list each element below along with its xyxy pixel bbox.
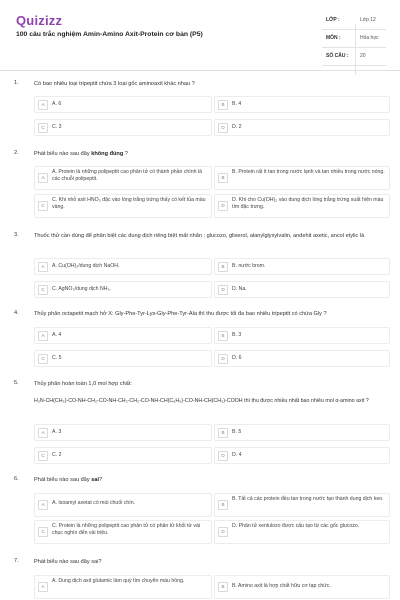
option-text: A. Isoamyl axetat có mùi chuối chín. <box>52 500 136 506</box>
option-b[interactable] <box>214 96 390 113</box>
chemical-formula: H₂N-CH(CH₃)-CO-NH-CH₂-CO-NH-CH₂-CH₂-CO-NH-CH(C₆H₅)-CO-NH-CH(CH₃)-COOH thì thu được nhiều nhất bao nhiêu mol α-amino axit ? <box>34 398 369 404</box>
option-text: D. Phân tử xenlulozo được cấu tạo từ các gốc glucozo. <box>232 523 360 529</box>
option-d[interactable] <box>214 520 390 544</box>
option-letter: B <box>218 500 228 510</box>
option-d[interactable] <box>214 119 390 136</box>
option-text: B. 3 <box>232 332 242 338</box>
option-text: B. Amino axit là hợp chất hữu cơ tạp chức. <box>232 583 331 589</box>
option-c[interactable] <box>34 119 212 136</box>
option-letter: D <box>218 123 228 133</box>
option-b[interactable] <box>214 575 390 599</box>
option-text: A. Cu(OH)₂/dung dịch NaOH. <box>52 263 120 269</box>
option-letter: B <box>218 173 228 183</box>
question-emphasis: không đúng <box>91 151 124 157</box>
question-number: 2. <box>14 150 19 156</box>
option-b[interactable] <box>214 327 390 344</box>
worksheet-header <box>0 0 400 70</box>
question-text: Có bao nhiêu loại tripeptit chứa 3 loại gốc aminoaxit khác nhau ? <box>34 81 195 87</box>
option-a[interactable] <box>34 327 212 344</box>
question-number: 4. <box>14 310 19 316</box>
option-text: D. 2 <box>232 124 242 130</box>
option-text: A. Protein là những polipeptit cao phân tử có thành phần chính là các chuỗi polipeptit. <box>52 169 202 182</box>
option-c[interactable] <box>34 194 212 218</box>
meta-value: 20 <box>360 53 366 59</box>
meta-divider <box>355 24 356 75</box>
option-letter: D <box>218 354 228 364</box>
option-text: D. 6 <box>232 355 242 361</box>
option-letter: A <box>38 428 48 438</box>
option-c[interactable] <box>34 281 212 298</box>
option-d[interactable] <box>214 281 390 298</box>
option-text: A. 3 <box>52 429 62 435</box>
option-text: C. 2 <box>52 452 62 458</box>
option-c[interactable] <box>34 447 212 464</box>
option-letter: C <box>38 201 48 211</box>
meta-label: LỚP : <box>326 17 340 23</box>
option-b[interactable] <box>214 166 390 190</box>
question-text: Thủy phân octapetit mạch hở X: Gly-Phe-Tyr-Lys-Gly-Phe-Tyr-Ala thì thu được tối đa bao nhiêu tripeptit có chứa Gly ? <box>34 311 327 317</box>
option-letter: A <box>38 173 48 183</box>
option-d[interactable] <box>214 447 390 464</box>
question-text-before: Phát biểu nào sau đây <box>34 477 92 483</box>
option-letter: C <box>38 354 48 364</box>
option-a[interactable] <box>34 166 212 190</box>
option-text: B. nước brom. <box>232 263 266 269</box>
option-letter: D <box>218 451 228 461</box>
option-a[interactable] <box>34 258 212 275</box>
question-text: Thủy phân hoàn toàn 1,0 mol hợp chất: <box>34 381 132 387</box>
option-text: B. Tất cả các protein đều tan trong nước tạo thành dung dịch keo. <box>232 496 384 502</box>
option-text: A. Dung dịch axit glutamic làm quỳ tím chuyển màu hồng. <box>52 578 185 584</box>
option-text: D. Khi cho Cu(OH)₂ vào dung dịch lòng trắng trứng xuất hiện màu tím đặc trưng. <box>232 197 384 210</box>
option-text: A. 4 <box>52 332 62 338</box>
option-letter: B <box>218 100 228 110</box>
option-letter: A <box>38 100 48 110</box>
option-letter: A <box>38 582 48 592</box>
worksheet-title: 100 câu trắc nghiệm Amin-Amino Axit-Protein cơ bản (P5) <box>16 31 203 38</box>
option-a[interactable] <box>34 96 212 113</box>
question-text-after: ? <box>123 151 128 157</box>
meta-row-subject <box>322 30 386 48</box>
meta-label: SỐ CÂU : <box>326 53 349 59</box>
option-b[interactable] <box>214 424 390 441</box>
question-text <box>34 150 386 158</box>
question-text <box>34 476 386 484</box>
option-letter: B <box>218 262 228 272</box>
option-b[interactable] <box>214 493 390 517</box>
option-letter: A <box>38 262 48 272</box>
question-text-before: Phát biểu nào sau đây <box>34 151 92 157</box>
meta-value: Lớp 12 <box>360 17 376 23</box>
option-letter: C <box>38 123 48 133</box>
option-text: D. Na. <box>232 286 247 292</box>
option-text: B. 4 <box>232 101 242 107</box>
option-a[interactable] <box>34 424 212 441</box>
option-a[interactable] <box>34 493 212 517</box>
meta-row-count <box>322 48 386 66</box>
option-letter: B <box>218 428 228 438</box>
question-text: Thuốc thử cần dùng để phân biệt các dung dịch riêng biệt mất nhãn : glucozo, glixerol, alanylglyxylvalin, andehit axetic, ancol etylic là <box>34 233 365 239</box>
option-letter: D <box>218 285 228 295</box>
question-number: 3. <box>14 232 19 238</box>
option-letter: D <box>218 527 228 537</box>
option-b[interactable] <box>214 258 390 275</box>
option-d[interactable] <box>214 194 390 218</box>
option-letter: C <box>38 285 48 295</box>
quizizz-logo: Quizizz <box>16 13 63 28</box>
question-number: 5. <box>14 380 19 386</box>
question-emphasis: sai <box>91 477 100 483</box>
question-number: 7. <box>14 558 19 564</box>
option-a[interactable] <box>34 575 212 599</box>
option-letter: C <box>38 451 48 461</box>
option-letter: C <box>38 527 48 537</box>
option-text: B. 5 <box>232 429 242 435</box>
option-letter: D <box>218 201 228 211</box>
option-letter: A <box>38 500 48 510</box>
option-d[interactable] <box>214 350 390 367</box>
option-text: A. 6 <box>52 101 62 107</box>
option-text: C. 3 <box>52 124 62 130</box>
question-number: 6. <box>14 476 19 482</box>
option-text: C. Khi nhỏ axit HNO₃ đặc vào lòng trắng trứng thấy có kết tủa màu vàng. <box>52 197 206 210</box>
option-letter: B <box>218 582 228 592</box>
option-text: C. 5 <box>52 355 62 361</box>
question-text: Phát biểu nào sau đây sai? <box>34 559 102 565</box>
meta-value: Hóa học <box>360 35 379 41</box>
option-text: C. AgNO₃/dung dịch NH₃. <box>52 286 112 292</box>
meta-label: MÔN : <box>326 35 341 41</box>
option-text: D. 4 <box>232 452 242 458</box>
option-letter: B <box>218 331 228 341</box>
option-text: C. Protein là những polipeptit cao phân tử có phân tử khối từ vài chục nghìn đến vài triệu. <box>52 523 200 536</box>
option-c[interactable] <box>34 350 212 367</box>
worksheet-meta <box>322 12 386 66</box>
option-letter: A <box>38 331 48 341</box>
meta-row-grade <box>322 12 386 30</box>
option-c[interactable] <box>34 520 212 544</box>
question-text-after: ? <box>99 477 103 483</box>
question-number: 1. <box>14 80 19 86</box>
header-divider <box>0 70 400 71</box>
option-text: B. Protein rất ít tan trong nước lạnh và tan nhiều trong nước nóng. <box>232 169 385 175</box>
